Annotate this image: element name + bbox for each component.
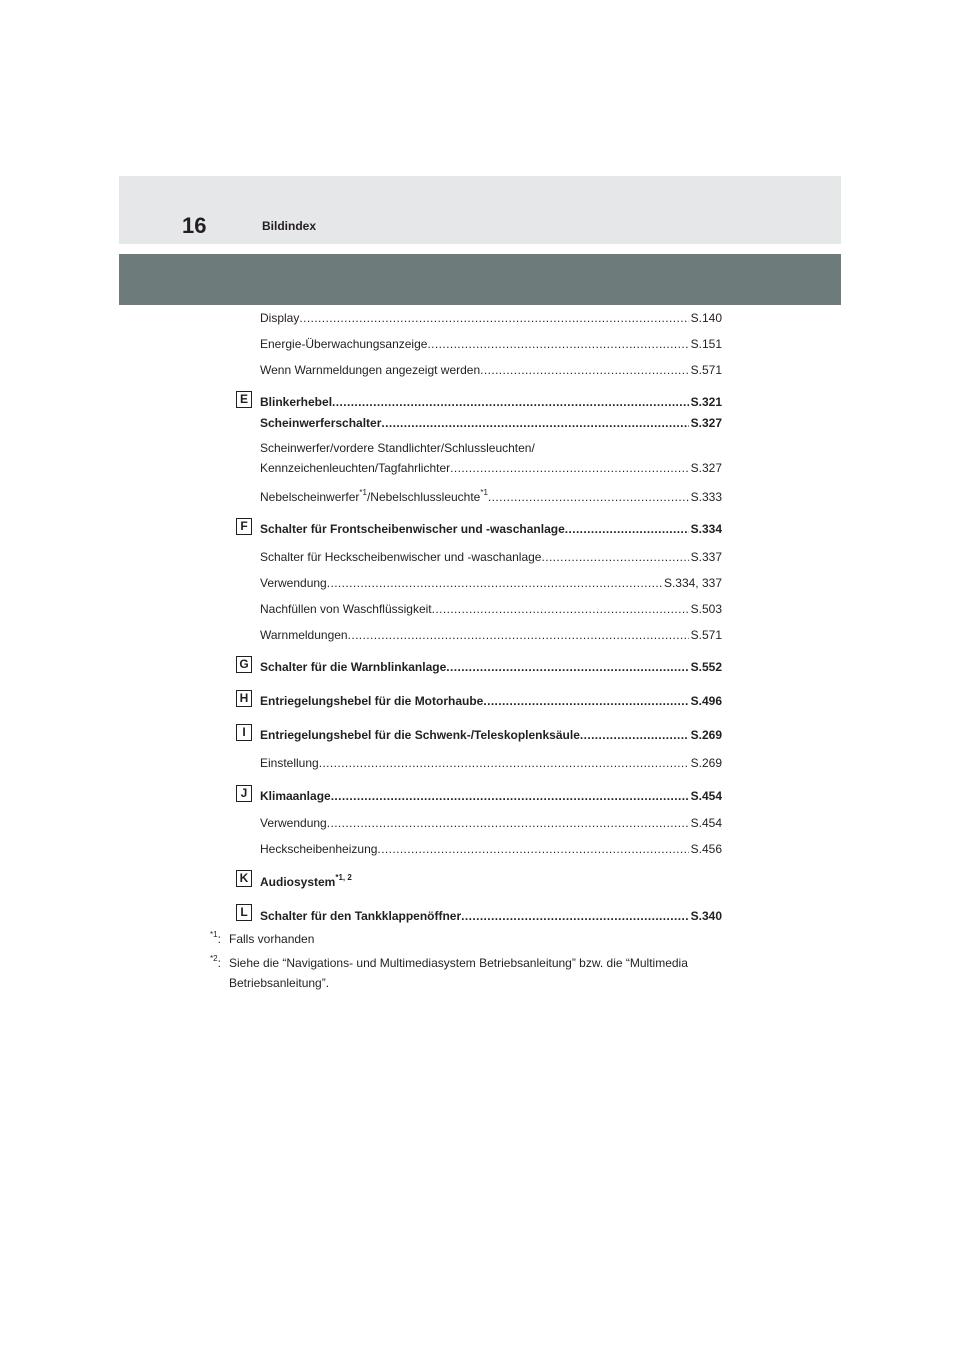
index-entry-steering-adjustment[interactable]: Einstellung ..... S.269 xyxy=(260,755,722,771)
page-ref: S.456 xyxy=(690,842,722,856)
letter-marker-g: G xyxy=(236,656,252,673)
index-entry-display[interactable]: Display ..... S.140 xyxy=(260,310,722,326)
letter-marker-k: K xyxy=(236,870,252,887)
page-ref: S.571 xyxy=(690,363,722,377)
index-entry-air-conditioning[interactable]: Klimaanlage ..... S.454 xyxy=(260,788,722,804)
footnote-1: $^{*1}$: Falls vorhanden xyxy=(210,930,315,946)
header-band xyxy=(119,176,841,244)
page-ref: S.334 xyxy=(690,522,722,536)
index-entry-headlight-switch[interactable]: Scheinwerferschalter ..... S.327 xyxy=(260,415,722,431)
page-ref: S.333 xyxy=(690,490,722,504)
page-ref: S.140 xyxy=(690,311,722,325)
page-ref: S.454 xyxy=(690,789,722,803)
index-entry-wiper-usage[interactable]: Verwendung ..... S.334, 337 xyxy=(260,575,722,591)
image-placeholder-bar xyxy=(119,254,841,305)
page-ref: S.334, 337 xyxy=(663,576,722,590)
letter-marker-e: E xyxy=(236,391,252,408)
page-ref: S.496 xyxy=(690,694,722,708)
index-entry-hood-release[interactable]: Entriegelungshebel für die Motorhaube ..... S.496 xyxy=(260,693,722,709)
page-ref: S.327 xyxy=(690,416,722,430)
page-number: 16 xyxy=(182,213,207,238)
index-entry-lights-line1: Scheinwerfer/vordere Standlichter/Schlussleuchten/ xyxy=(260,441,535,455)
letter-marker-i: I xyxy=(236,724,252,741)
index-entry-hazard-switch[interactable]: Schalter für die Warnblinkanlage ..... S.552 xyxy=(260,659,722,675)
page-ref: S.327 xyxy=(690,461,722,475)
page-ref: S.454 xyxy=(690,816,722,830)
index-entry-rear-defogger[interactable]: Heckscheibenheizung ..... S.456 xyxy=(260,841,722,857)
index-entry-audio-system[interactable]: Audiosystem$^{*1, 2}$ xyxy=(260,873,352,889)
page-ref: S.552 xyxy=(690,660,722,674)
footnote-2: $^{*2}$: Siehe die “Navigations- und Multimediasystem Betriebsanleitung” bzw. die “Multimedia Betriebsanleitung”. xyxy=(210,954,688,990)
page-ref: S.321 xyxy=(690,395,722,409)
page-ref: S.340 xyxy=(690,909,722,923)
page-ref: S.571 xyxy=(690,628,722,642)
index-entry-turn-signal-lever[interactable]: Blinkerhebel ..... S.321 xyxy=(260,394,722,410)
index-entry-energy-monitor[interactable]: Energie-Überwachungsanzeige ..... S.151 xyxy=(260,336,722,352)
index-entry-steering-column-release[interactable]: Entriegelungshebel für die Schwenk-/Teleskoplenksäule ..... S.269 xyxy=(260,727,722,743)
page-ref: S.337 xyxy=(690,550,722,564)
page-ref: S.503 xyxy=(690,602,722,616)
index-entry-front-wiper-switch[interactable]: Schalter für Frontscheibenwischer und -waschanlage ..... S.334 xyxy=(260,521,722,537)
index-entry-washer-fluid[interactable]: Nachfüllen von Waschflüssigkeit ..... S.503 xyxy=(260,601,722,617)
letter-marker-f: F xyxy=(236,518,252,535)
index-entry-rear-wiper-switch[interactable]: Schalter für Heckscheibenwischer und -waschanlage ..... S.337 xyxy=(260,549,722,565)
letter-marker-h: H xyxy=(236,690,252,707)
index-entry-warning-messages[interactable]: Wenn Warnmeldungen angezeigt werden ..... S.571 xyxy=(260,362,722,378)
index-entry-lights[interactable]: Kennzeichenleuchten/Tagfahrlichter ..... S.327 xyxy=(260,460,722,476)
page-ref: S.269 xyxy=(690,728,722,742)
letter-marker-l: L xyxy=(236,904,252,921)
page-ref: S.269 xyxy=(690,756,722,770)
letter-marker-j: J xyxy=(236,785,252,802)
page-ref: S.151 xyxy=(690,337,722,351)
section-title: Bildindex xyxy=(262,219,317,233)
index-entry-ac-usage[interactable]: Verwendung ..... S.454 xyxy=(260,815,722,831)
index-entry-fuel-door-opener[interactable]: Schalter für den Tankklappenöffner ..... S.340 xyxy=(260,908,722,924)
index-entry-wiper-warnings[interactable]: Warnmeldungen ..... S.571 xyxy=(260,627,722,643)
index-entry-fog-lights[interactable]: Nebelscheinwerfer$^{*1}$/Nebelschlussleuchte$^{*1}$ ..... S.333 xyxy=(260,489,722,505)
